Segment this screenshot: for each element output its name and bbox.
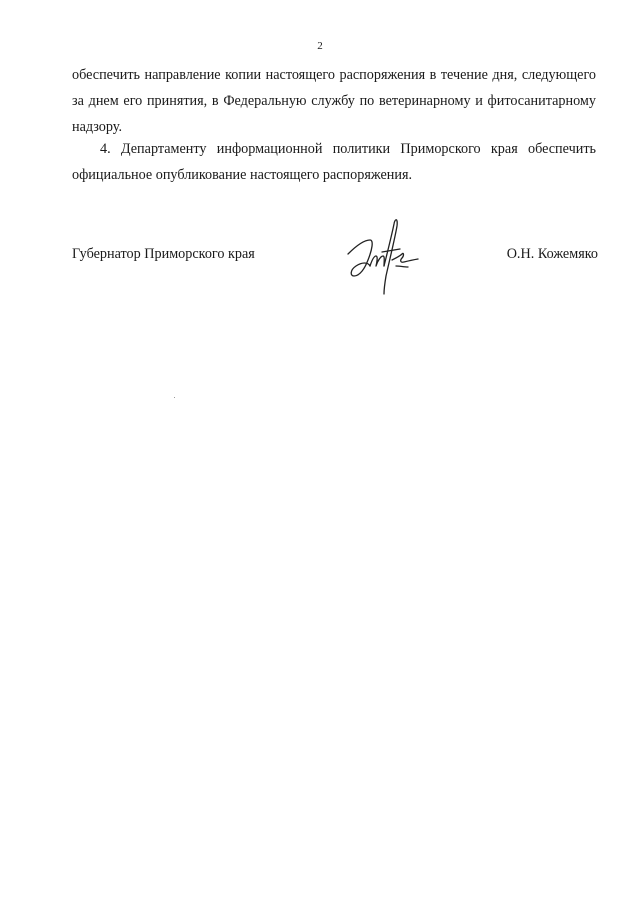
paragraph-item-4: 4. Департаменту информационной политики Приморского края обеспечить официальное опубликование настоящего распоряжения.	[72, 141, 596, 183]
scan-speck	[174, 397, 175, 398]
page-number: 2	[317, 40, 323, 52]
signer-name: О.Н. Кожемяко	[506, 246, 598, 262]
handwritten-signature-icon	[338, 210, 430, 302]
signer-title: Губернатор Приморского края	[72, 246, 255, 262]
signature-block	[72, 246, 598, 266]
paragraph-continuation: обеспечить направление копии настоящего распоряжения в течение дня, следующего за днем его принятия, в Федеральную службу по ветеринарному и фитосанитарному надзору.	[72, 67, 596, 135]
